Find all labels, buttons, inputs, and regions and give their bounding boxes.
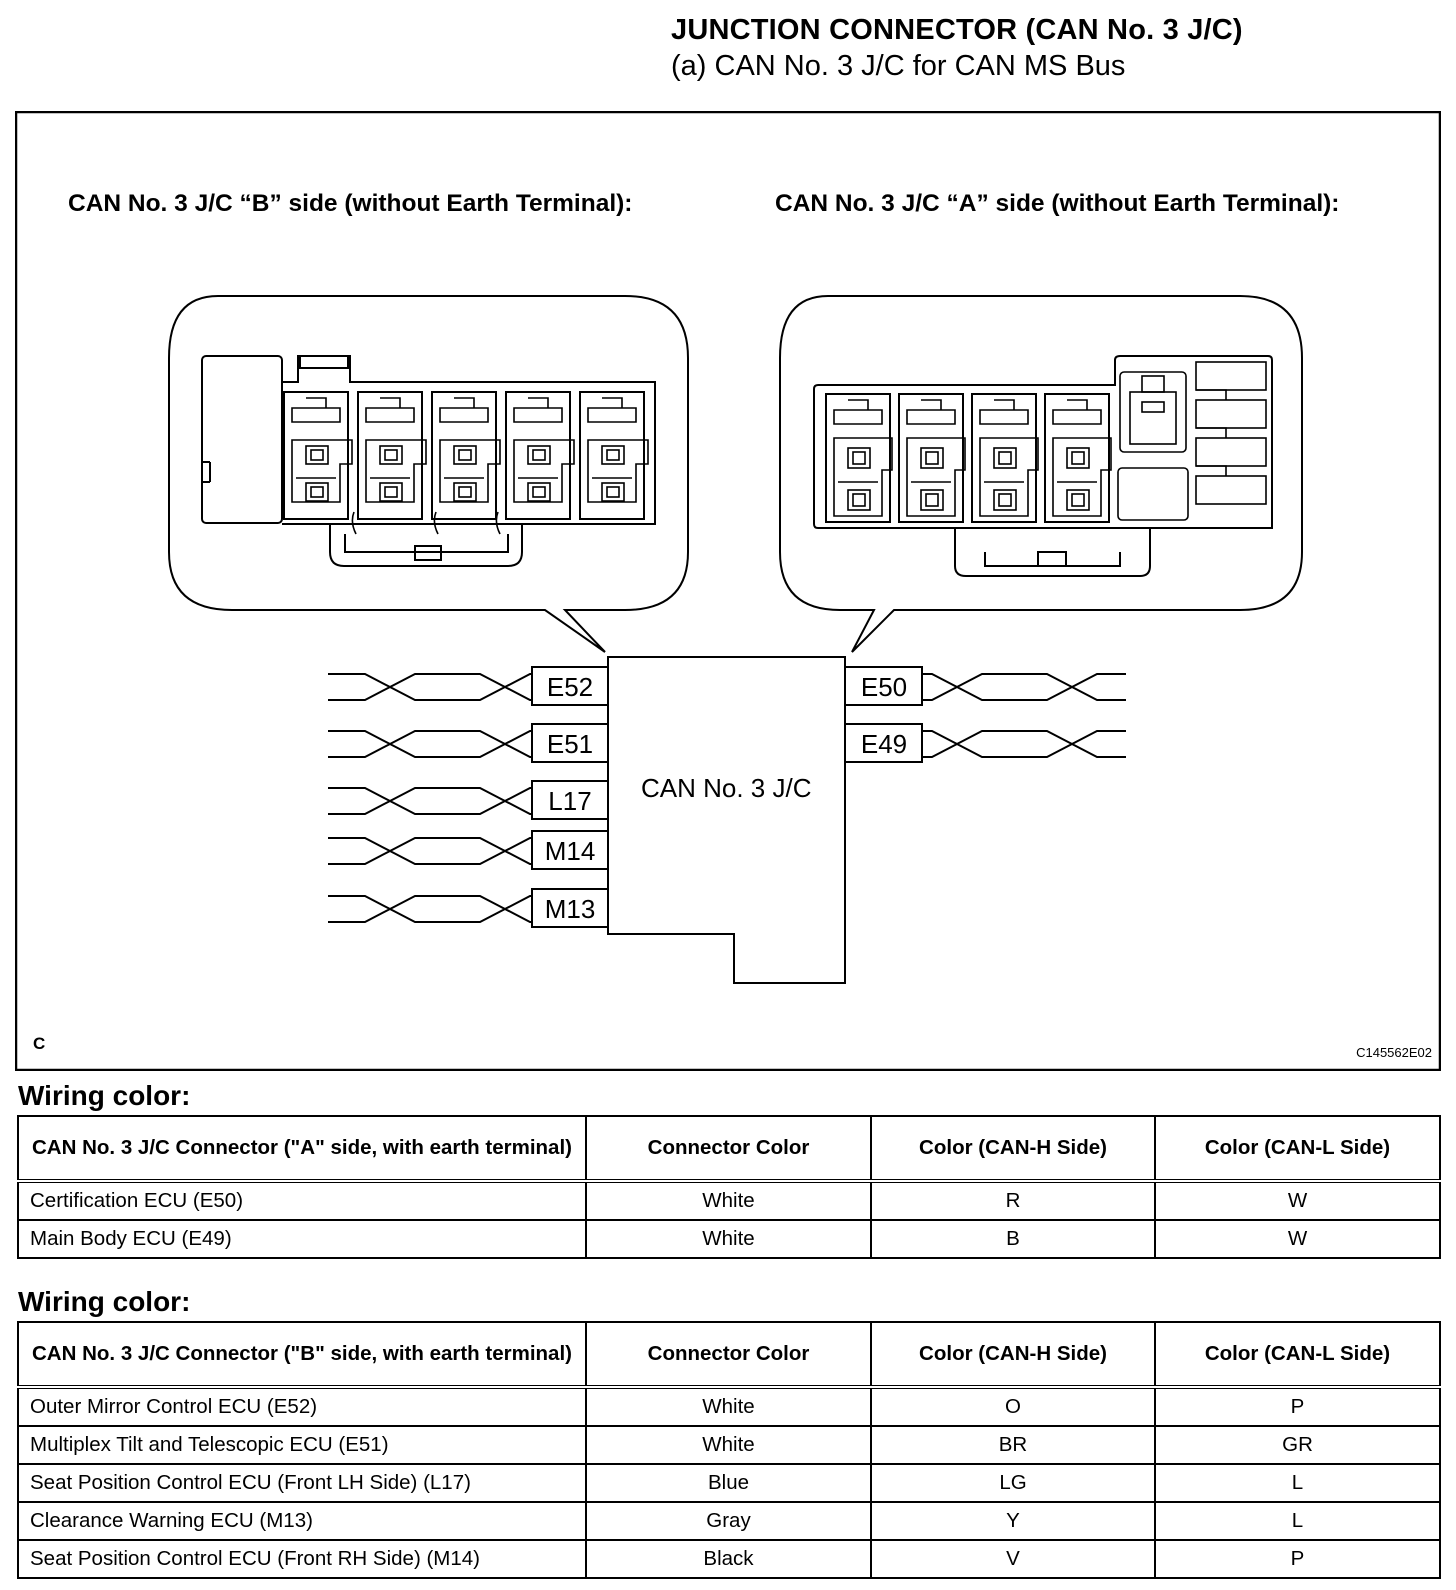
a-side-callout <box>780 296 1302 652</box>
b-side-label: CAN No. 3 J/C “B” side (without Earth Terminal): <box>68 190 633 217</box>
table-a-heading: Wiring color: <box>18 1080 191 1111</box>
wiring-color-table-a <box>17 1115 1441 1259</box>
can-h-color: BR <box>871 1426 1155 1464</box>
connector-color: White <box>586 1387 871 1426</box>
can-h-color: B <box>871 1220 1155 1258</box>
can-h-color: LG <box>871 1464 1155 1502</box>
b-side-connector <box>202 356 655 566</box>
table-row <box>18 1426 1440 1464</box>
table-b-heading: Wiring color: <box>18 1286 191 1317</box>
column-header: Connector Color <box>586 1322 871 1387</box>
column-header: Color (CAN-L Side) <box>1155 1322 1440 1387</box>
b-side-callout <box>169 296 688 652</box>
connector-label-L17: L17 <box>548 786 592 816</box>
figure-code: C145562E02 <box>1356 1045 1432 1060</box>
ecu-name: Seat Position Control ECU (Front RH Side) (M14) <box>18 1540 586 1578</box>
column-header: Color (CAN-L Side) <box>1155 1116 1440 1181</box>
column-header: Connector Color <box>586 1116 871 1181</box>
table-row <box>18 1220 1440 1258</box>
can-h-color: V <box>871 1540 1155 1578</box>
can-h-color: R <box>871 1181 1155 1220</box>
table-row <box>18 1540 1440 1578</box>
ecu-name: Clearance Warning ECU (M13) <box>18 1502 586 1540</box>
connector-label-E52: E52 <box>546 672 594 702</box>
ecu-name: Main Body ECU (E49) <box>18 1220 586 1258</box>
column-header: Color (CAN-H Side) <box>871 1322 1155 1387</box>
connector-color: White <box>586 1220 871 1258</box>
can-l-color: L <box>1155 1464 1440 1502</box>
can-l-color: W <box>1155 1220 1440 1258</box>
junction-connector-body <box>608 657 845 983</box>
ecu-name: Seat Position Control ECU (Front LH Side) (L17) <box>18 1464 586 1502</box>
b-side-cavities <box>284 392 644 519</box>
connector-color: White <box>586 1181 871 1220</box>
jc-label: CAN No. 3 J/C <box>641 773 812 803</box>
can-l-color: GR <box>1155 1426 1440 1464</box>
ecu-name: Certification ECU (E50) <box>18 1181 586 1220</box>
can-h-color: O <box>871 1387 1155 1426</box>
table-row <box>18 1502 1440 1540</box>
can-h-color: Y <box>871 1502 1155 1540</box>
can-l-color: P <box>1155 1540 1440 1578</box>
a-side-label: CAN No. 3 J/C “A” side (without Earth Terminal): <box>775 190 1340 217</box>
right-twisted-pairs <box>922 674 1126 757</box>
column-header: CAN No. 3 J/C Connector ("A" side, with earth terminal) <box>18 1116 586 1181</box>
corner-letter: C <box>33 1034 46 1053</box>
connector-color: Blue <box>586 1464 871 1502</box>
table-row <box>18 1464 1440 1502</box>
wiring-color-table-b <box>17 1321 1441 1579</box>
page-title: JUNCTION CONNECTOR (CAN No. 3 J/C) <box>671 14 1243 46</box>
column-header: CAN No. 3 J/C Connector ("B" side, with earth terminal) <box>18 1322 586 1387</box>
can-l-color: P <box>1155 1387 1440 1426</box>
connector-color: Black <box>586 1540 871 1578</box>
connector-color: Gray <box>586 1502 871 1540</box>
connector-label-E50: E50 <box>860 672 908 702</box>
page-subtitle: (a) CAN No. 3 J/C for CAN MS Bus <box>671 50 1126 82</box>
table-row <box>18 1181 1440 1220</box>
a-side-connector <box>814 356 1272 576</box>
can-l-color: L <box>1155 1502 1440 1540</box>
column-header: Color (CAN-H Side) <box>871 1116 1155 1181</box>
connector-label-M13: M13 <box>544 894 596 924</box>
connector-diagram <box>15 111 1441 1071</box>
ecu-name: Outer Mirror Control ECU (E52) <box>18 1387 586 1426</box>
can-l-color: W <box>1155 1181 1440 1220</box>
connector-color: White <box>586 1426 871 1464</box>
left-twisted-pairs <box>328 674 532 922</box>
connector-label-E51: E51 <box>546 729 594 759</box>
connector-label-E49: E49 <box>860 729 908 759</box>
table-row <box>18 1387 1440 1426</box>
connector-label-M14: M14 <box>544 836 596 866</box>
ecu-name: Multiplex Tilt and Telescopic ECU (E51) <box>18 1426 586 1464</box>
